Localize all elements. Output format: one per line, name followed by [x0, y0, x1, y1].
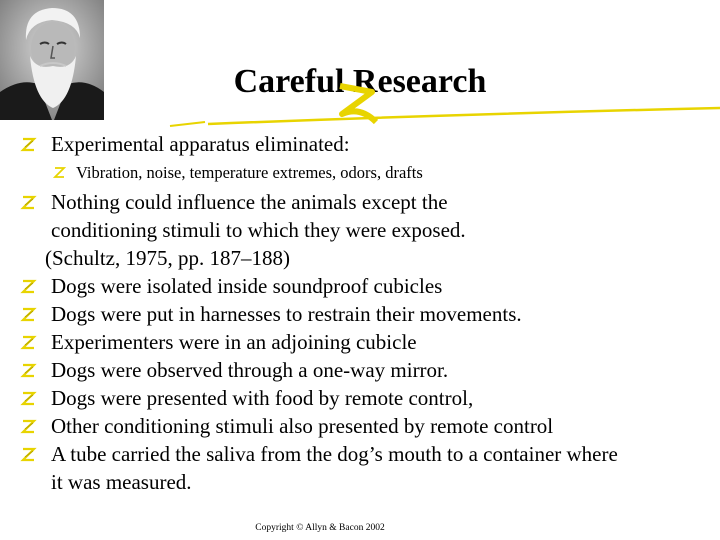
yellow-z-bullet-icon [20, 418, 37, 435]
bullet-item [20, 328, 720, 356]
bullet-text: Dogs were observed through a one-way mirror. [51, 358, 449, 382]
yellow-z-bullet-icon [20, 136, 37, 153]
bullet-item [20, 272, 720, 300]
bullet-text: Vibration, noise, temperature extremes, odors, drafts [76, 163, 423, 182]
bullet-item [20, 300, 720, 328]
copyright-footer: Copyright © Allyn & Bacon 2002 [255, 523, 385, 533]
bullet-item [20, 130, 720, 158]
yellow-z-bullet-icon [20, 334, 37, 351]
bullet-text: Experimental apparatus eliminated: [51, 132, 350, 156]
bullet-text-continuation: conditioning stimuli to which they were exposed. [51, 218, 466, 242]
bullet-citation: (Schultz, 1975, pp. 187–188) [45, 246, 290, 270]
title-underline-decoration [0, 0, 720, 140]
yellow-z-bullet-icon [53, 166, 66, 179]
yellow-z-bullet-icon [20, 306, 37, 323]
bullet-text: A tube carried the saliva from the dog’s mouth to a container where [51, 442, 618, 466]
yellow-z-bullet-icon [20, 278, 37, 295]
bullet-item [20, 356, 720, 384]
bullet-item [20, 440, 720, 496]
bullet-text: Dogs were presented with food by remote control, [51, 386, 474, 410]
bullet-item [20, 384, 720, 412]
slide-title: Careful Research [233, 63, 487, 100]
bullet-text: Other conditioning stimuli also presented by remote control [51, 414, 554, 438]
bullet-item [20, 188, 720, 272]
yellow-z-bullet-icon [20, 194, 37, 211]
bullet-text: Nothing could influence the animals except the [51, 190, 448, 214]
bullet-text-continuation: it was measured. [51, 470, 192, 494]
yellow-z-bullet-icon [20, 446, 37, 463]
bullet-list [20, 130, 720, 496]
bullet-text: Experimenters were in an adjoining cubicle [51, 330, 417, 354]
bullet-item [20, 412, 720, 440]
bullet-text: Dogs were isolated inside soundproof cubicles [51, 274, 443, 298]
yellow-z-bullet-icon [20, 362, 37, 379]
yellow-z-bullet-icon [20, 390, 37, 407]
sub-bullet-item [20, 162, 720, 184]
bullet-text: Dogs were put in harnesses to restrain their movements. [51, 302, 522, 326]
